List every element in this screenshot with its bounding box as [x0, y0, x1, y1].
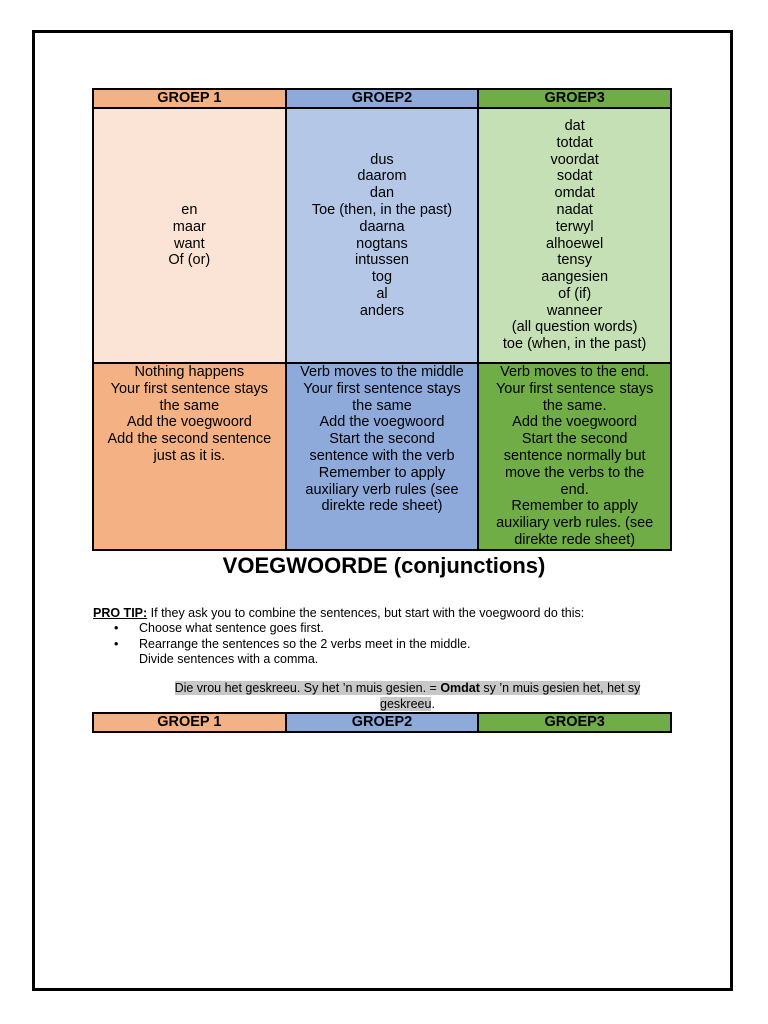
- header-groep3: GROEP3: [478, 89, 671, 108]
- rules-row: [93, 363, 671, 550]
- rule-line-groep3-list: [481, 364, 668, 549]
- word-groep3: wanneer: [546, 302, 603, 319]
- example-end: .: [431, 696, 435, 711]
- rule-line-groep2-list: [289, 364, 476, 515]
- word-groep3: nadat: [556, 201, 593, 218]
- word-groep3-list: [481, 118, 668, 353]
- rules-groep2: [286, 363, 479, 550]
- rule-line-groep3: Start the second: [521, 431, 628, 448]
- protip-bullet-item: [114, 637, 470, 653]
- word-groep2-list: [289, 152, 476, 320]
- rule-line-groep2: auxiliary verb rules (see: [305, 481, 459, 498]
- word-groep2: daarom: [357, 168, 407, 185]
- rule-line-groep2: direkte rede sheet): [321, 498, 443, 515]
- rule-line-groep1-list: [96, 364, 283, 465]
- word-groep2: Toe (then, in the past): [311, 201, 453, 218]
- rule-line-groep2: Your first sentence stays: [303, 380, 461, 397]
- rule-line-groep2: Remember to apply: [318, 464, 446, 481]
- rule-line-groep3: Your first sentence stays: [495, 380, 654, 397]
- bottom-header-row: [93, 713, 671, 732]
- word-groep1: want: [174, 235, 205, 252]
- rule-line-groep2: Start the second: [329, 431, 435, 448]
- word-groep1: en: [181, 201, 198, 218]
- voegwoorde-table: [92, 88, 672, 551]
- rule-line-groep3: the same.: [542, 397, 607, 414]
- rule-line-groep1: Add the voegwoord: [126, 414, 252, 431]
- rule-line-groep1: Add the second sentence: [107, 431, 272, 448]
- rule-line-groep2: the same: [352, 397, 412, 414]
- example-sentence: [150, 681, 665, 712]
- rule-line-groep2: sentence with the verb: [309, 447, 455, 464]
- words-groep2: [286, 108, 479, 363]
- rule-line-groep2: Verb moves to the middle: [300, 364, 464, 380]
- bottom-header-groep2: GROEP2: [286, 713, 479, 732]
- word-groep3: (all question words): [511, 319, 638, 336]
- word-groep3: dat: [564, 117, 585, 134]
- protip-line: [93, 606, 693, 621]
- rule-line-groep1: Your first sentence stays: [110, 380, 269, 397]
- rule-line-groep3: Add the voegwoord: [512, 414, 638, 431]
- rule-line-groep3: Remember to apply: [511, 498, 638, 515]
- rule-line-groep3: auxiliary verb rules. (see: [496, 515, 654, 532]
- rule-line-groep2: Add the voegwoord: [319, 414, 445, 431]
- word-groep2: daarna: [359, 218, 405, 235]
- words-row: [93, 108, 671, 363]
- rule-line-groep1: the same: [159, 397, 220, 414]
- word-groep3: of (if): [558, 285, 592, 302]
- word-groep2: dan: [369, 185, 395, 202]
- words-groep1: [93, 108, 286, 363]
- rule-line-groep3: move the verbs to the: [504, 464, 645, 481]
- bullet-icon: •: [114, 636, 119, 651]
- word-groep3: alhoewel: [546, 235, 604, 252]
- word-groep1: maar: [172, 218, 206, 235]
- example-conjunction: Omdat: [440, 681, 480, 695]
- rule-line-groep3: Verb moves to the end.: [500, 364, 650, 380]
- word-groep2: nogtans: [356, 235, 408, 252]
- header-groep2: GROEP2: [286, 89, 479, 108]
- rule-line-groep1: just as it is.: [153, 447, 226, 464]
- example-part1: Die vrou het geskreeu. Sy het ’n muis gesien. =: [174, 681, 441, 695]
- word-groep3: toe (when, in the past): [502, 336, 647, 353]
- word-groep2: anders: [359, 302, 405, 319]
- word-groep3: totdat: [556, 134, 593, 151]
- word-groep2: tog: [371, 269, 393, 286]
- rule-line-groep1: Nothing happens: [134, 364, 245, 380]
- word-groep2: intussen: [354, 252, 409, 269]
- word-groep1-list: [96, 202, 283, 269]
- protip-extra-text: Divide sentences with a comma.: [139, 652, 319, 666]
- word-groep3: omdat: [554, 185, 595, 202]
- protip-list: [114, 621, 470, 668]
- example-part3: geskreeu: [380, 696, 432, 711]
- protip-bullet-text: Choose what sentence goes first.: [139, 621, 324, 635]
- rule-line-groep3: direkte rede sheet): [514, 531, 636, 548]
- bottom-header-groep3: GROEP3: [478, 713, 671, 732]
- word-groep1: Of (or): [168, 252, 211, 269]
- bullet-icon: •: [114, 621, 119, 635]
- rules-groep1: [93, 363, 286, 550]
- word-groep2: al: [376, 285, 388, 302]
- example-part2: sy ’n muis gesien het, het sy: [479, 681, 641, 695]
- word-groep2: dus: [370, 151, 394, 168]
- bottom-header-table: [92, 712, 672, 733]
- word-groep3: voordat: [550, 151, 599, 168]
- rules-groep3: [478, 363, 671, 550]
- word-groep3: sodat: [556, 168, 593, 185]
- protip-text: If they ask you to combine the sentences, but start with the voegwoord do this:: [147, 606, 585, 620]
- protip-bullet-item: [114, 621, 470, 637]
- page-title: VOEGWOORDE (conjunctions): [222, 553, 546, 578]
- rule-line-groep3: end.: [560, 481, 589, 498]
- protip-bullet-text: Rearrange the sentences so the 2 verbs meet in the middle.: [139, 636, 471, 651]
- word-groep3: aangesien: [541, 269, 609, 286]
- rule-line-groep3: sentence normally but: [503, 447, 646, 464]
- header-row: [93, 89, 671, 108]
- bottom-header-groep1: GROEP 1: [93, 713, 286, 732]
- word-groep3: tensy: [557, 252, 592, 269]
- words-groep3: [478, 108, 671, 363]
- protip-label: PRO TIP:: [93, 606, 148, 620]
- header-groep1: GROEP 1: [93, 89, 286, 108]
- word-groep3: terwyl: [555, 218, 594, 235]
